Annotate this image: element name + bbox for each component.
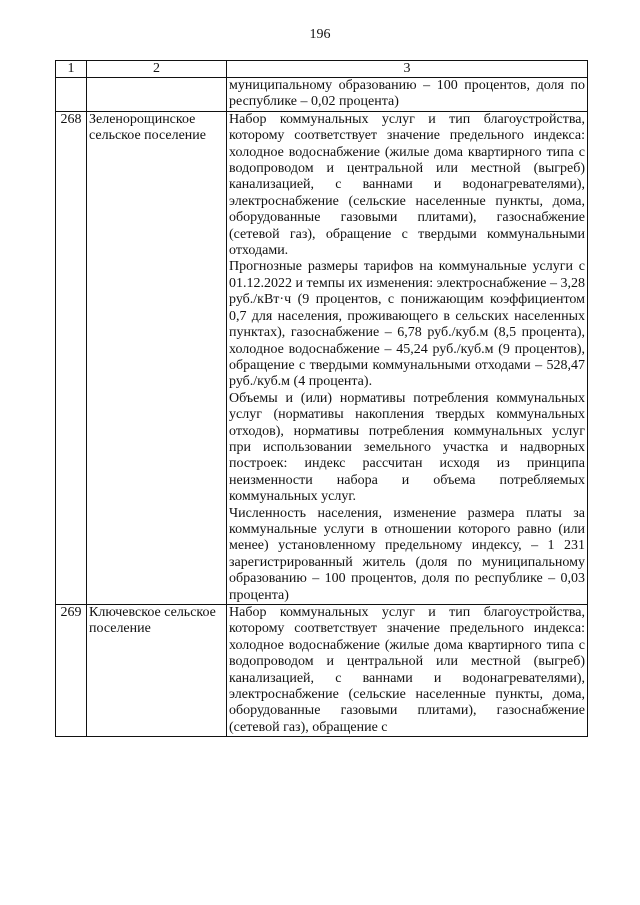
settlement-name: Зеленорощинское сельское поселение bbox=[87, 111, 227, 604]
table-row bbox=[56, 111, 588, 604]
row-text-cell bbox=[227, 78, 588, 112]
page-number: 196 bbox=[309, 27, 331, 42]
column-header-1: 1 bbox=[56, 61, 87, 78]
settlement-name: Ключевское сельское поселение bbox=[87, 605, 227, 737]
row-description bbox=[227, 605, 588, 737]
paragraph-volumes: Объемы и (или) нормативы потребления коммунальных услуг (нормативы накопления твердых коммунальных отходов), нормативы потребления коммунальных услуг при использовании земельного участка и надворных построек: индекс рассчитан исходя из принципа неизменности набора и объема потребляемых коммунальных услуг. bbox=[229, 390, 585, 505]
continuation-paragraph: муниципальному образованию – 100 процентов, доля по республике – 0,02 процента) bbox=[229, 78, 585, 110]
row-number: 268 bbox=[56, 111, 87, 604]
tariff-table bbox=[55, 60, 588, 737]
paragraph-services: Набор коммунальных услуг и тип благоустройства, которому соответствует значение предельного индекса: холодное водоснабжение (жилые дома квартирного типа с водопроводом и центральной или местной (выгреб) канализацией, с ваннами и водонагревателями), электроснабжение (сельские населенные пункты, дома, оборудованные газовыми плитами), газоснабжение (сетевой газ), обращение с твердыми коммунальными отходами. bbox=[229, 111, 585, 259]
column-header-2: 2 bbox=[87, 61, 227, 78]
table-header-row bbox=[56, 61, 588, 78]
table-row bbox=[56, 605, 588, 737]
paragraph-services: Набор коммунальных услуг и тип благоустройства, которому соответствует значение предельного индекса: холодное водоснабжение (жилые дома квартирного типа с водопроводом и центральной или местной (выгреб) канализацией, с ваннами и водонагревателями), электроснабжение (сельские населенные пункты, дома, оборудованные газовыми плитами), газоснабжение (сетевой газ), обращение с bbox=[229, 605, 585, 735]
table-row-continuation bbox=[56, 78, 588, 112]
paragraph-population: Численность населения, изменение размера платы за коммунальные услуги в отношении которого равно (или менее) установленному предельному индексу, – 1 231 зарегистрированный житель (доля по муниципальному образованию – 100 процентов, доля по республике – 0,03 процента) bbox=[229, 505, 585, 603]
row-description bbox=[227, 111, 588, 604]
row-name-cell bbox=[87, 78, 227, 112]
paragraph-tariffs: Прогнозные размеры тарифов на коммунальные услуги с 01.12.2022 и темпы их изменения: электроснабжение – 3,28 руб./кВт·ч (9 процентов, с понижающим коэффициентом 0,7 для населения, проживающего в сельских населенных пунктах), газоснабжение – 6,78 руб./куб.м (8,5 процента), холодное водоснабжение – 45,24 руб./куб.м (9 процентов), обращение с твердыми коммунальными отходами – 528,47 руб./куб.м (4 процента). bbox=[229, 259, 585, 390]
row-number-cell bbox=[56, 78, 87, 112]
column-header-3: 3 bbox=[227, 61, 588, 78]
row-number: 269 bbox=[56, 605, 87, 737]
